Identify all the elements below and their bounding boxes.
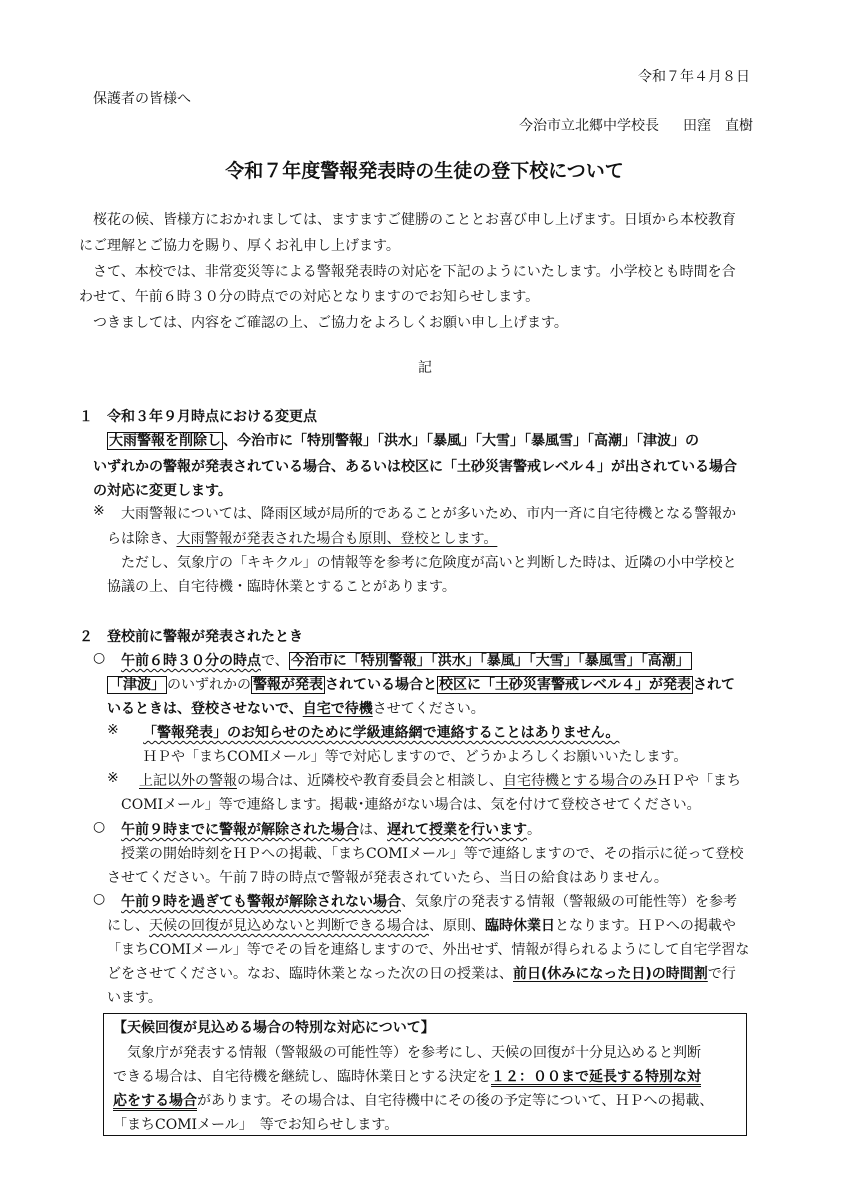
section1-note-mark: ※ (93, 503, 105, 519)
section1-line-2 (93, 456, 737, 476)
section1-note-3: ただし、気象庁の「キキクル」の情報等を参考に危険度が高いと判断した時は、近隣の小中学校と (121, 555, 737, 571)
bullet2-late-classes: 遅れて授業を行います (387, 822, 527, 838)
bullet1-time: 午前６時３０分の時点 (121, 653, 261, 669)
bullet2-cleared-by-9: 午前９時までに警報が解除された場合 (121, 822, 359, 838)
bullet1-box-3: 警報が発表 (253, 677, 323, 693)
bullet2-period: 。 (527, 822, 541, 838)
document-date: 令和７年４月８日 (638, 69, 750, 85)
note2-line-1b: の場合は、近隣校や教育委員会と相談し、 (237, 773, 503, 789)
page-title: 令和７年度警報発表時の生徒の登下校について (225, 160, 624, 182)
ki-mark: 記 (418, 360, 432, 376)
section1-note-1: 大雨警報については、降雨区域が局所的であることが多いため、市内一斉に自宅待機となる警報か (121, 506, 737, 522)
section1-line-3: の対応に変更します。 (93, 483, 232, 499)
intro-line-2: にご理解とご協力を賜り、厚くお礼申し上げます。 (79, 238, 400, 254)
section1-note-2 (107, 528, 497, 548)
section1-note-2a: らは除き、 (107, 531, 177, 547)
special-box-line-1: 気象庁が発表する情報（警報級の可能性等）を参考にし、天候の回復が十分見込めると判断 (127, 1045, 701, 1061)
note2-line-1 (139, 770, 741, 790)
section1-note-4: 協議の上、自宅待機・臨時休業とすることがあります。 (107, 579, 456, 595)
bullet3-line-2c: 、原則、 (429, 918, 485, 934)
note2-only-stay-home: 自宅待機とする場合のみ (503, 773, 657, 789)
section1-line-2a: いずれかの警報が発表されている場合、あるいは (93, 459, 401, 475)
note1-sub: ＨＰや「まちCOMIメール」等で対応しますので、どうかよろしくお願いいたします。 (143, 749, 688, 765)
special-box-extend-noon: １２：００まで延長する特別な対 (491, 1069, 701, 1085)
bullet1-line-3 (107, 698, 485, 718)
section2-heading: ２ 登校前に警報が発表されたとき (79, 629, 303, 645)
sender-org: 今治市立北郷中学校長 (519, 118, 659, 134)
special-box-special-response: 応をする場合 (113, 1093, 197, 1109)
bullet-circle-2: ○ (93, 819, 106, 835)
bullet1-line-1 (121, 650, 692, 670)
bullet-circle-1: ○ (93, 650, 106, 666)
bullet1-line-2c: されて (693, 677, 735, 693)
sender-name: 田窪 直樹 (683, 118, 753, 134)
bullet3-line-1b: 、気象庁の発表する情報（警報級の可能性等）を参考 (401, 894, 737, 910)
section1-heading: １ 令和３年９月時点における変更点 (79, 409, 317, 425)
section1-line-1-rest: 、今治市に「特別警報」「洪水」「暴風」「大雪」「暴風雪」「高潮」「津波」の (223, 433, 699, 449)
bullet3-line-2a: にし、 (107, 918, 149, 934)
bullet3-prev-timetable: 前日(休みになった日)の時間割 (513, 966, 708, 982)
note2-mark: ※ (107, 770, 119, 786)
bullet1-line-3a: いるときは、登校させないで、 (107, 701, 303, 717)
bullet3-line-4c: で行 (707, 966, 736, 982)
bullet3-line-1 (121, 891, 737, 911)
special-box-line-3b: があります。その場合は、自宅待機中にその後の予定等について、ＨＰへの掲載、 (197, 1093, 714, 1109)
note1-text (143, 722, 619, 742)
bullet3-line-5: います。 (107, 990, 162, 1006)
bullet1-box-1: 今治市に「特別警報」「洪水」「暴風」「大雪」「暴風雪」「高潮」 (290, 653, 690, 669)
recipient: 保護者の皆様へ (93, 91, 191, 107)
section1-line-1 (107, 430, 699, 450)
bullet1-line-2b: されている場合と (325, 677, 437, 693)
bullet2-line-1 (121, 819, 541, 839)
special-box-line-2a: できる場合は、自宅待機を継続し、臨時休業日とする決定を (113, 1069, 491, 1085)
note2-line-2: COMIメール」等で連絡します。掲載･連絡がない場合は、気を付けて登校させてください。 (121, 797, 701, 813)
special-box-line-2 (113, 1066, 701, 1086)
bullet1-box-2: 「津波」 (109, 677, 165, 693)
bullet3-line-2 (107, 915, 736, 935)
bullet3-not-cleared: 午前９時を過ぎても警報が解除されない場合 (121, 894, 401, 910)
intro-line-1: 桜花の候、皆様方におかれましては、ますますご健勝のこととお喜び申し上げます。日頃から本校教育 (93, 212, 736, 228)
special-box-line-4: 「まちCOMIメール」 等でお知らせします。 (113, 1117, 399, 1133)
bullet2-line-3: させてください。午前７時の時点で警報が発表されていたら、当日の給食はありません。 (107, 870, 668, 886)
bullet1-box-4: 校区に「土砂災害警戒レベル４」が発表 (439, 677, 691, 693)
bullet-circle-3: ○ (93, 891, 106, 907)
note1-mark: ※ (107, 722, 119, 738)
bullet2-line-2: 授業の開始時刻をＨＰへの掲載、「まちCOMIメール」等で連絡しますので、その指示に従って登校 (121, 846, 744, 862)
note2-line-1d: ＨＰや「まち (657, 773, 741, 789)
deleted-heavy-rain-box: 大雨警報を削除し (109, 433, 221, 449)
special-box-title: 【天候回復が見込める場合の特別な対応について】 (113, 1020, 435, 1036)
intro-line-4: わせて、午前６時３０分の時点での対応となりますのでお知らせします。 (79, 289, 540, 305)
bullet3-line-4a: どをさせてください。なお、臨時休業となった次の日の授業は、 (107, 966, 513, 982)
section1-line-2b: 校区に「土砂災害警戒レベル４」が出されている場合 (401, 459, 737, 475)
section1-note-2b: 大雨警報が発表された場合も原則、登校とします。 (176, 531, 498, 547)
note2-other-warnings: 上記以外の警報 (139, 773, 237, 789)
bullet3-line-4 (107, 963, 736, 983)
bullet1-line-3c: させてください。 (372, 701, 485, 717)
intro-line-5: つきましては、内容をご確認の上、ご協力をよろしくお願い申し上げます。 (93, 315, 568, 331)
bullet1-line-2 (107, 674, 735, 694)
bullet3-no-recovery: 天候の回復が見込めないと判断できる場合は (149, 918, 429, 934)
bullet2-wa: は、 (359, 822, 387, 838)
bullet1-stay-home: 自宅で待機 (302, 701, 373, 717)
bullet3-closed-day: 臨時休業日 (485, 918, 555, 934)
bullet1-de: で、 (261, 653, 289, 669)
note1-text-content: 「警報発表」のお知らせのために学級連絡網で連絡することはありません。 (143, 725, 620, 741)
bullet3-line-3: 「まちCOMIメール」等でその旨を連絡しますので、外出せず、情報が得られるようにして自宅学習な (107, 942, 750, 958)
intro-line-3: さて、本校では、非常変災等による警報発表時の対応を下記のようにいたします。小学校とも時間を合 (93, 264, 736, 280)
bullet1-line-2a: のいずれかの (167, 677, 251, 693)
special-box-line-3 (113, 1090, 713, 1110)
bullet3-line-2e: となります。ＨＰへの掲載や (555, 918, 736, 934)
